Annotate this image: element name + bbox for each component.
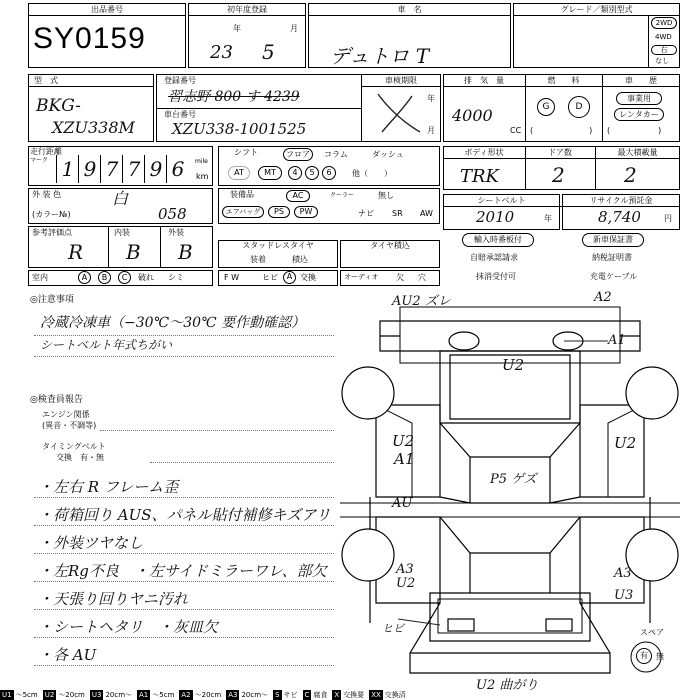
mileage-label: 走行距離 <box>30 147 62 156</box>
color-value: 白 <box>112 189 129 208</box>
month-unit: 月 <box>290 24 298 33</box>
inspector-items <box>32 472 352 682</box>
legend-key: A3 <box>228 691 238 699</box>
legend-key: S <box>275 691 280 699</box>
damage-legend <box>0 690 700 700</box>
audio-none: 穴 <box>418 273 426 282</box>
seatbelt-label: シートベルト <box>477 196 526 205</box>
chassis-number: XZU338-1001525 <box>172 120 307 138</box>
usage-label: 車 歴 <box>625 76 657 85</box>
inspector-rule <box>34 497 334 498</box>
legend-key: U3 <box>91 691 102 699</box>
ratings-vdiv2 <box>160 226 161 268</box>
mileage-mi: mile <box>195 158 208 165</box>
shift-at: AT <box>228 166 250 180</box>
inspector-rule <box>34 525 334 526</box>
inspector-item: ・左Rg不良 ・左サイドミラーワレ、部欠 <box>38 562 327 580</box>
car-name-label: 車 名 <box>397 5 422 14</box>
recycle-yen: 円 <box>664 214 672 223</box>
model-divider <box>28 86 154 87</box>
mark-a1-left: A1 <box>394 450 415 468</box>
exterior-label: 外装 <box>168 228 184 237</box>
equip-none: 無し <box>378 191 394 200</box>
mileage-digit: 7 <box>100 155 123 183</box>
notes-label: ◎注意事項 <box>30 295 74 305</box>
first-reg-year: 23 <box>210 42 233 63</box>
lot-number: SY0159 <box>33 22 146 55</box>
equip-ac: AC <box>286 190 310 202</box>
mileage-digit: 9 <box>144 155 167 183</box>
mileage-digits <box>56 155 191 185</box>
inspector-rule <box>34 665 334 666</box>
room-label: 室内 <box>32 273 48 282</box>
usage-paren: ( ) <box>607 126 662 135</box>
notes-line-1: 冷蔵冷凍車（−30℃〜30℃ 要作動確認） <box>40 315 306 331</box>
mark-a1-top: A1 <box>608 333 626 348</box>
equipment-label: 装備品 <box>230 190 254 199</box>
reg-label: 登録番号 <box>164 76 196 85</box>
grade-divider <box>513 15 680 16</box>
first-reg-month: 5 <box>262 40 275 64</box>
legend-value: ～20cm <box>58 691 85 699</box>
chassis-label: 車台番号 <box>164 110 196 119</box>
mark-a2: A2 <box>594 290 612 305</box>
inspector-timing-sub: 交換 有・無 <box>56 453 104 462</box>
equip-sr: SR <box>392 209 403 218</box>
doc-import-plate: 輸入時番板付 <box>462 233 534 247</box>
room-grade-a: A <box>78 271 91 284</box>
inspector-item: ・荷箱回り AUS、パネル貼付補修キズアリ <box>38 506 331 524</box>
legend-key: C <box>304 691 310 699</box>
inspector-item: ・天張り回りヤニ汚れ <box>38 590 189 608</box>
shift-other: 他（ ） <box>352 169 392 178</box>
shift-gear-4: 4 <box>288 166 302 180</box>
fw-hibi: ヒビ <box>262 273 278 282</box>
inspector-rule <box>34 637 334 638</box>
body-vdiv1 <box>525 146 526 190</box>
mark-u2-box: U2 <box>502 356 525 374</box>
engine-vdiv2 <box>602 74 603 142</box>
fuel-d-text: D <box>575 102 583 112</box>
legend-key: A2 <box>181 691 191 699</box>
audio-missing: 欠 <box>396 273 404 282</box>
year-unit: 年 <box>233 24 241 33</box>
mark-hibi: ヒビ <box>382 622 404 635</box>
tire-label: タイヤ積込 <box>370 241 410 250</box>
spare-no: 無 <box>656 652 664 661</box>
shift-dash: ダッシュ <box>372 150 404 159</box>
mark-u2-left-low: U2 <box>396 576 416 591</box>
room-damage: 破れ <box>138 273 154 282</box>
shift-gears <box>288 166 348 180</box>
usage-rental: レンタカー <box>614 108 664 121</box>
doc-new-warranty: 新車保証書 <box>582 233 644 247</box>
usage-business: 事業用 <box>616 92 662 105</box>
grade-vdiv <box>648 15 649 68</box>
mileage-mark-label: マーク <box>30 157 49 164</box>
room-stain: シミ <box>168 273 184 282</box>
reg-divider <box>156 108 361 109</box>
fuel-g-text: G <box>542 102 550 112</box>
inspector-rule <box>34 581 334 582</box>
color-label: 外 装 色 <box>32 190 62 199</box>
inspector-rule-timing <box>150 462 334 463</box>
doc-self-cert: 自賠承認請求 <box>470 253 518 262</box>
inspection-month-unit: 月 <box>427 126 435 135</box>
shift-label: シフト <box>234 148 258 157</box>
mark-u2-right: U2 <box>614 434 637 452</box>
car-name-divider <box>308 15 511 16</box>
recycle-label: リサイクル預託金 <box>589 196 653 205</box>
legend-key: A1 <box>139 691 149 699</box>
inspection-label: 車検期限 <box>385 76 417 85</box>
room-grade-b: B <box>98 271 111 284</box>
notes-line-2: シートベルト年式ちがい <box>40 338 173 352</box>
fuel-label: 燃 料 <box>547 76 580 85</box>
color-code: 058 <box>158 205 187 223</box>
mark-au2-zure: AU2 ズレ <box>392 294 451 309</box>
shift-mt: MT <box>258 166 282 180</box>
inspection-year-unit: 年 <box>427 94 435 103</box>
drive-4wd: 4WD <box>655 33 672 41</box>
mark-au-left: AU <box>392 496 413 511</box>
studless-label: スタッドレスタイヤ <box>242 241 314 250</box>
doc-charge-cable: 充電ケーブル <box>590 272 638 281</box>
inspector-timing-label: タイミングベルト <box>42 442 106 451</box>
inspector-rule <box>34 553 334 554</box>
ratings-vdiv1 <box>108 226 109 268</box>
notes-rule-2 <box>34 356 334 357</box>
ratings-exterior: B <box>178 240 193 264</box>
fw-label: F W <box>224 273 240 282</box>
shift-gear-5: 5 <box>305 166 319 180</box>
inspector-rule-engine <box>100 430 334 431</box>
mileage-digit: 9 <box>78 155 101 183</box>
inspector-engine-sub: (異音・不調等) <box>42 421 97 430</box>
legend-value: 交換済 <box>384 691 406 699</box>
body-type-label: ボディ形状 <box>464 148 504 157</box>
interior-label: 内装 <box>114 228 130 237</box>
mileage-digit: 7 <box>122 155 145 183</box>
mark-a3-right: A3 <box>614 566 632 581</box>
body-type: TRK <box>460 166 500 187</box>
engine-divider <box>443 86 680 87</box>
capacity-value: 2 <box>624 163 637 187</box>
seatbelt-year-unit: 年 <box>544 214 552 223</box>
mark-a3-left: A3 <box>396 562 414 577</box>
fuel-paren: ( ) <box>530 126 593 135</box>
model-value-1: BKG- <box>36 96 81 116</box>
shift-gear-6: 6 <box>322 166 336 180</box>
ratings-label: 参考評価点 <box>32 228 72 237</box>
car-name: デュトロ T <box>330 44 430 68</box>
equip-airbag: エアバッグ <box>222 206 264 218</box>
legend-value: 20cm～ <box>241 691 269 699</box>
mileage-km: km <box>196 172 209 181</box>
room-items <box>78 271 218 285</box>
spare-label: スペア <box>640 628 664 637</box>
lot-label: 出品番号 <box>91 5 123 14</box>
legend-value: サビ <box>283 691 298 699</box>
doors-label: ドア数 <box>548 148 572 157</box>
audio-label: オーディオ <box>344 273 379 281</box>
color-code-label: (カラー№) <box>32 210 71 219</box>
cc-unit: CC <box>510 126 522 135</box>
mileage-digit: 6 <box>166 155 189 183</box>
displacement-value: 4000 <box>452 106 493 125</box>
displacement-label: 排 気 量 <box>464 76 504 85</box>
legend-value: 交換要 <box>343 691 365 699</box>
equip-cooler: クーラー <box>330 192 355 199</box>
handle-none: なし <box>655 57 669 65</box>
engine-vdiv1 <box>525 74 526 142</box>
legend-key: U1 <box>2 691 12 699</box>
legend-key: X <box>334 691 340 699</box>
equip-ps: PS <box>268 206 290 218</box>
legend-key: XX <box>371 691 381 699</box>
room-grade-c: C <box>118 271 131 284</box>
doc-tax-cert: 納税証明書 <box>592 253 632 262</box>
inspector-label: ◎検査員報告 <box>30 395 83 405</box>
legend-value: 20cm～ <box>105 691 133 699</box>
ratings-interior: B <box>126 240 141 264</box>
body-divider <box>443 158 680 159</box>
legend-value: 腐食 <box>313 691 328 699</box>
equip-pw: PW <box>294 206 318 218</box>
shift-floor: フロア <box>283 148 313 161</box>
inspector-item: ・各 AU <box>38 646 97 664</box>
shift-column: コラム <box>324 150 348 159</box>
seatbelt-year: 2010 <box>476 208 515 226</box>
body-vdiv2 <box>595 146 596 190</box>
fw-exchange: 交換 <box>300 273 316 282</box>
legend-value: ～20cm <box>194 691 222 699</box>
lot-divider <box>28 15 186 16</box>
inspection-divider <box>361 86 441 87</box>
legend-value: ～5cm <box>15 691 38 699</box>
doc-cancel: 抹消受付可 <box>476 272 516 281</box>
handle-right: 右 <box>651 45 677 55</box>
equip-aw: AW <box>420 209 433 218</box>
mark-u2-left: U2 <box>392 432 415 450</box>
model-label: 型 式 <box>34 76 58 85</box>
first-reg-label: 初年度登録 <box>227 5 267 14</box>
reg-number: 習志野 800 す 4239 <box>168 89 300 105</box>
inspector-item: ・左右 R フレーム歪 <box>38 478 179 496</box>
legend-value: ～5cm <box>152 691 175 699</box>
mark-u2-bent: U2 曲がり <box>476 678 539 693</box>
drive-2wd: 2WD <box>651 17 677 29</box>
ratings-score: R <box>68 240 84 264</box>
recycle-amount: 8,740 <box>598 208 641 226</box>
equip-navi: ナビ <box>358 209 374 218</box>
fw-a-text: A <box>286 272 293 281</box>
studless-load: 積込 <box>292 255 308 264</box>
mark-u3-right: U3 <box>614 588 634 603</box>
inspector-rule <box>34 609 334 610</box>
inspector-item: ・外装ツヤなし <box>38 534 144 552</box>
inspector-item: ・シートヘタリ ・灰皿欠 <box>38 618 219 636</box>
inspector-engine-label: エンジン関係 <box>42 410 90 419</box>
studless-replace: 装着 <box>250 255 266 264</box>
first-reg-divider <box>188 15 306 16</box>
doors-value: 2 <box>552 163 565 187</box>
mileage-digit: 1 <box>56 155 79 183</box>
spare-yes-text: 有 <box>640 651 648 660</box>
inspection-cross-mark <box>368 88 428 138</box>
mark-p5-gezu: P5 ゲズ <box>490 472 537 487</box>
capacity-label: 最大積載量 <box>617 148 658 157</box>
model-value-2: XZU338M <box>52 118 135 137</box>
legend-key: U2 <box>44 691 55 699</box>
grade-label: グレード／類別型式 <box>560 5 633 14</box>
